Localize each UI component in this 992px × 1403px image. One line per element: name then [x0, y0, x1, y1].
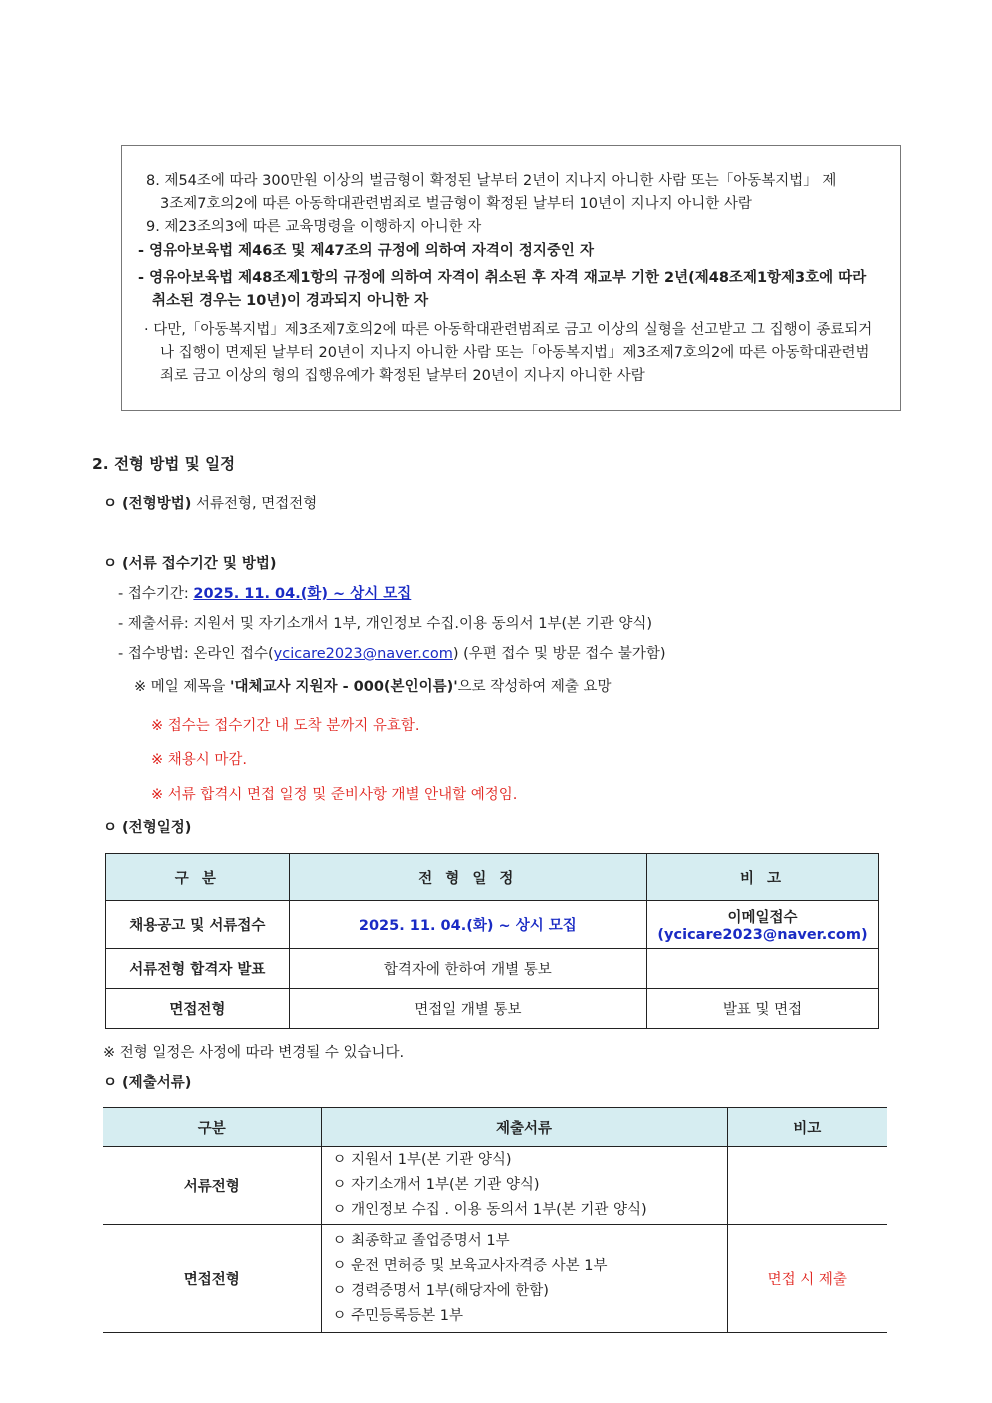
table-row [103, 1147, 887, 1225]
table-row [106, 949, 879, 989]
notice-red-1: ※ 접수는 접수기간 내 도착 분까지 유효함. [151, 718, 420, 734]
row-note: 면접 시 제출 [727, 1225, 887, 1333]
email-link[interactable]: ycicare2023@naver.com [273, 646, 453, 662]
row-documents [321, 1225, 727, 1333]
col-category: 구 분 [106, 854, 290, 901]
method2-suffix: ) (우편 접수 및 방문 접수 불가함) [452, 646, 666, 662]
note-line1: · 다만,「아동복지법」제3조제7호의2에 따른 아동학대관련범죄로 금고 이상의 실형을 선고받고 그 집행이 종료되거 [144, 322, 873, 338]
col-note: 비 고 [647, 854, 879, 901]
revoked-clause-line2: 취소된 경우는 10년)이 경과되지 아니한 자 [152, 293, 429, 309]
row-category: 면접전형 [103, 1225, 321, 1333]
mail-subject-line [134, 676, 612, 698]
submission-method-line [118, 643, 666, 665]
col-documents: 제출서류 [321, 1108, 727, 1147]
mail-subject-format: '대체교사 지원자 - 000(본인이름)' [230, 679, 458, 695]
row-schedule: 2025. 11. 04.(화) ~ 상시 모집 [289, 901, 646, 949]
item-9: 9. 제23조의3에 따른 교육명령을 이행하지 아니한 자 [146, 219, 482, 235]
disqualification-box [121, 145, 901, 411]
row-category: 면접전형 [106, 989, 290, 1029]
row-note [647, 949, 879, 989]
note-line3: 죄로 금고 이상의 형의 집행유예가 확정된 날부터 20년이 지나지 아니한 사람 [160, 368, 645, 384]
period-heading: ㅇ (서류 접수기간 및 방법) [103, 556, 277, 572]
notice-red-3: ※ 서류 합격시 면접 일정 및 준비사항 개별 안내할 예정임. [151, 787, 518, 803]
method2-prefix: - 접수방법: 온라인 접수( [118, 646, 274, 662]
table-row [106, 989, 879, 1029]
row-note [727, 1147, 887, 1225]
docs-heading: ㅇ (제출서류) [103, 1075, 192, 1091]
period-value: 2025. 11. 04.(화) ~ 상시 모집 [193, 586, 412, 602]
note-email-label: 이메일접수 [727, 910, 798, 926]
submission-docs-line: - 제출서류: 지원서 및 자기소개서 1부, 개인정보 수집.이용 동의서 1부(본 기관 양식) [118, 616, 653, 632]
method-value: 서류전형, 면접전형 [195, 496, 318, 512]
row-schedule: 면접일 개별 통보 [289, 989, 646, 1029]
suspended-clause: - 영유아보육법 제46조 및 제47조의 규정에 의하여 자격이 정지중인 자 [138, 243, 594, 259]
col-schedule: 전 형 일 정 [289, 854, 646, 901]
revoked-clause-line1: - 영유아보육법 제48조제1항의 규정에 의하여 자격이 취소된 후 자격 재교부 기한 2년(제48조제1항제3호에 따라 [138, 270, 867, 286]
schedule-heading: ㅇ (전형일정) [103, 820, 192, 836]
notice-red-2: ※ 채용시 마감. [151, 752, 248, 768]
schedule-change-note: ※ 전형 일정은 사정에 따라 변경될 수 있습니다. [103, 1045, 405, 1061]
list-item: ㅇ 자기소개서 1부(본 기관 양식) [332, 1177, 540, 1193]
row-category: 채용공고 및 서류접수 [106, 901, 290, 949]
row-note [647, 901, 879, 949]
note-line2: 나 집행이 면제된 날부터 20년이 지나지 아니한 사람 또는「아동복지법」제3조제7호의2에 따른 아동학대관련범 [160, 345, 870, 361]
col-note: 비고 [727, 1108, 887, 1147]
note-email: (ycicare2023@naver.com) [657, 927, 868, 943]
schedule-header-row [106, 854, 879, 901]
item-8-line2: 3조제7호의2에 따른 아동학대관련범죄로 벌금형이 확정된 날부터 10년이 지나지 아니한 사람 [160, 196, 752, 212]
table-row [103, 1225, 887, 1333]
documents-table [103, 1107, 887, 1333]
schedule-table [105, 853, 879, 1029]
list-item: ㅇ 지원서 1부(본 기관 양식) [332, 1152, 512, 1168]
row-schedule: 합격자에 한하여 개별 통보 [289, 949, 646, 989]
section-heading: 2. 전형 방법 및 일정 [92, 455, 236, 473]
period-label: - 접수기간: [118, 586, 194, 602]
item-8-line1: 8. 제54조에 따라 300만원 이상의 벌금형이 확정된 날부터 2년이 지나지 아니한 사람 또는「아동복지법」 제 [146, 173, 837, 189]
list-item: ㅇ 최종학교 졸업증명서 1부 [332, 1232, 510, 1249]
list-item: ㅇ 운전 면허증 및 보육교사자격증 사본 1부 [332, 1257, 608, 1274]
row-category: 서류전형 합격자 발표 [106, 949, 290, 989]
row-category: 서류전형 [103, 1147, 321, 1225]
mail-prefix: ※ 메일 제목을 [134, 679, 231, 695]
table-row [106, 901, 879, 949]
row-note: 발표 및 면접 [647, 989, 879, 1029]
row-documents [321, 1147, 727, 1225]
mail-suffix: 으로 작성하여 제출 요망 [457, 679, 612, 695]
list-item: ㅇ 주민등록등본 1부 [332, 1307, 463, 1324]
docs-header-row [103, 1108, 887, 1147]
method-line [103, 493, 317, 515]
col-category: 구분 [103, 1108, 321, 1147]
period-line [118, 583, 411, 605]
list-item: ㅇ 개인정보 수집 . 이용 동의서 1부(본 기관 양식) [332, 1202, 647, 1218]
list-item: ㅇ 경력증명서 1부(해당자에 한함) [332, 1282, 549, 1299]
method-label: ㅇ (전형방법) [103, 496, 192, 512]
